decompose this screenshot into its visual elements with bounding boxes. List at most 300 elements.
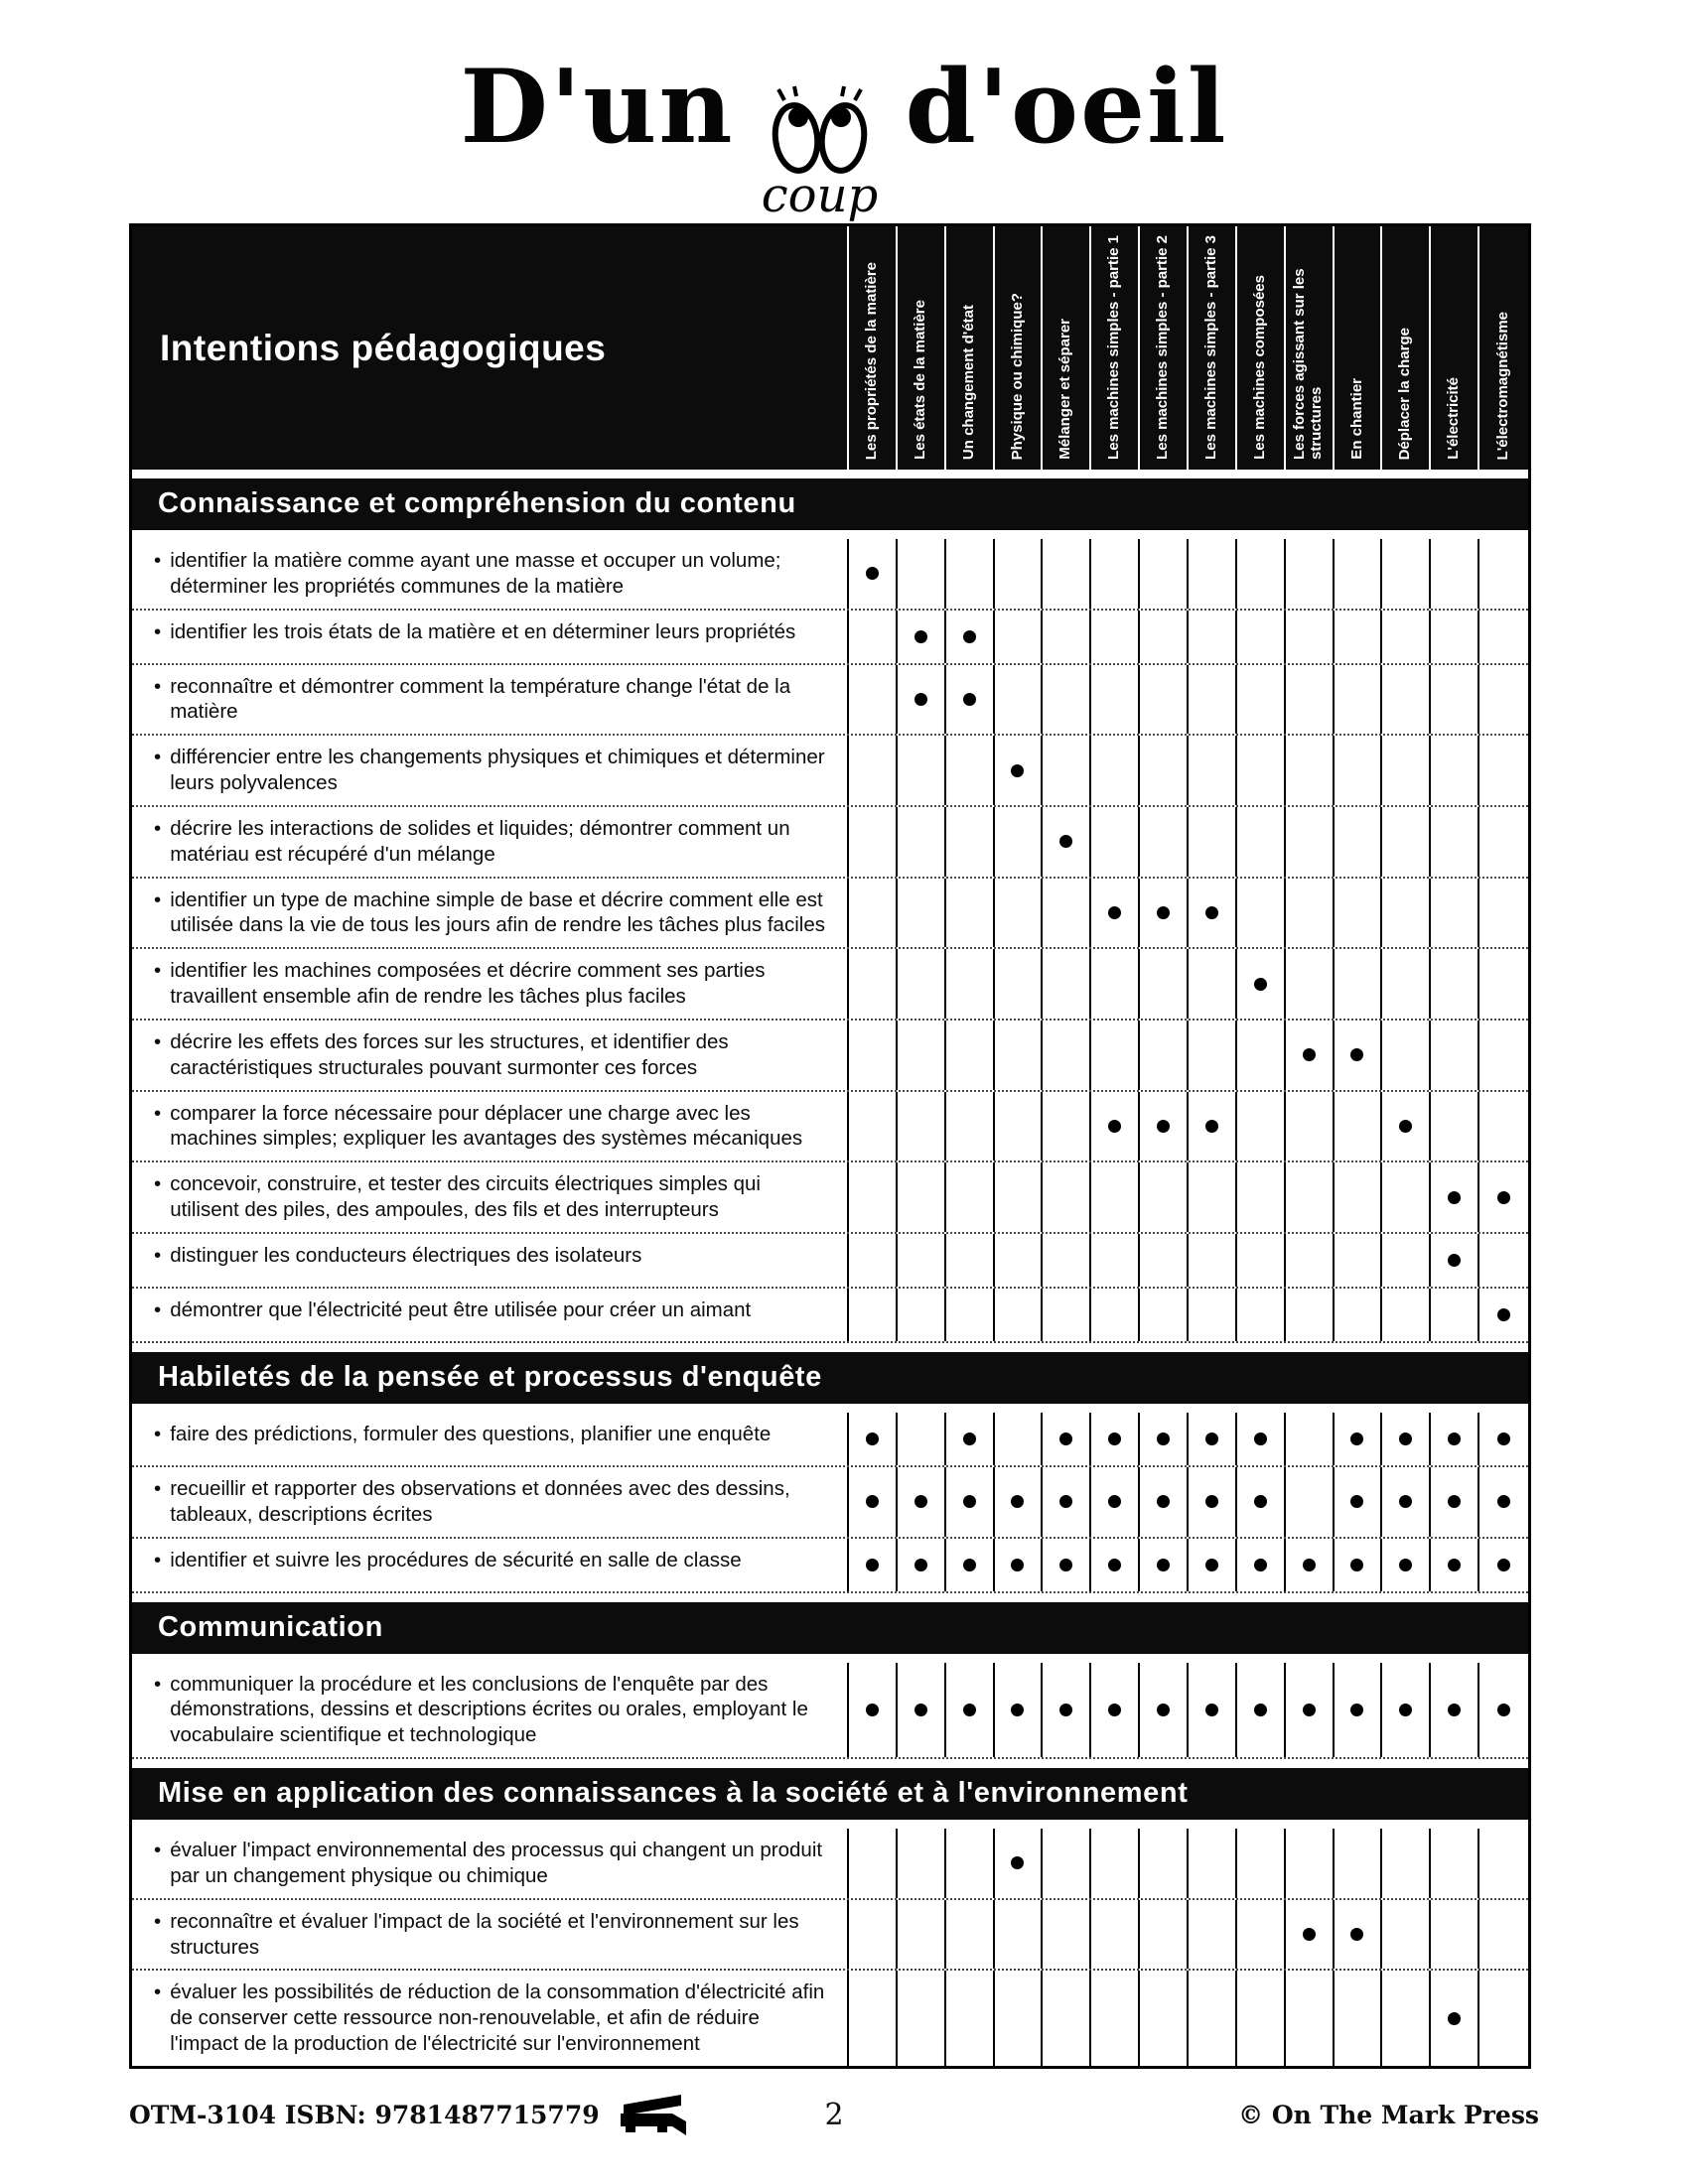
matrix-cell xyxy=(995,807,1044,877)
matrix-cell xyxy=(1286,736,1335,805)
table-row xyxy=(132,1413,1528,1467)
row-cells xyxy=(849,879,1528,948)
matrix-cell xyxy=(1382,1900,1431,1970)
dot-marker xyxy=(1205,1120,1218,1133)
matrix-cell xyxy=(946,879,995,948)
matrix-cell xyxy=(1431,1900,1479,1970)
matrix-cell xyxy=(1382,1413,1431,1465)
matrix-cell xyxy=(1335,1539,1383,1591)
matrix-cell xyxy=(1043,1092,1091,1161)
matrix-cell xyxy=(1140,949,1189,1019)
column-header: Mélanger et séparer xyxy=(1043,226,1091,470)
dot-marker xyxy=(1254,978,1267,991)
matrix-cell xyxy=(1237,539,1286,609)
table-row xyxy=(132,1663,1528,1759)
row-label xyxy=(132,1467,849,1537)
matrix-cell xyxy=(1140,1539,1189,1591)
matrix-cell xyxy=(1140,1971,1189,2065)
matrix-cell xyxy=(1043,1289,1091,1341)
matrix-cell xyxy=(1189,1900,1237,1970)
matrix-cell xyxy=(1431,1413,1479,1465)
dot-marker xyxy=(1205,1433,1218,1445)
matrix-cell xyxy=(898,1413,946,1465)
matrix-cell xyxy=(1431,1663,1479,1757)
bullet-marker: • xyxy=(154,1980,162,2004)
matrix-cell xyxy=(1335,1162,1383,1232)
matrix-cell xyxy=(1335,1900,1383,1970)
matrix-cell xyxy=(1140,539,1189,609)
matrix-cell xyxy=(1237,1829,1286,1898)
matrix-cell xyxy=(946,1234,995,1287)
matrix-cell xyxy=(1382,665,1431,735)
bullet-marker: • xyxy=(154,1476,162,1500)
dot-marker xyxy=(1205,1495,1218,1508)
matrix-cell xyxy=(995,1234,1044,1287)
matrix-cell xyxy=(1091,1413,1140,1465)
matrix-cell xyxy=(995,1162,1044,1232)
bullet-marker: • xyxy=(154,1909,162,1933)
matrix-cell xyxy=(1043,665,1091,735)
dot-marker xyxy=(1350,1928,1363,1941)
column-header: Les machines simples - partie 3 xyxy=(1189,226,1237,470)
dot-marker xyxy=(1059,1433,1072,1445)
matrix-cell xyxy=(1140,736,1189,805)
column-header: Physique ou chimique? xyxy=(995,226,1044,470)
table-row xyxy=(132,1162,1528,1234)
table-row xyxy=(132,949,1528,1021)
dot-marker xyxy=(914,693,927,706)
eyes-icon xyxy=(757,84,884,176)
matrix-cell xyxy=(1382,1162,1431,1232)
matrix-cell xyxy=(1431,1021,1479,1090)
dot-marker xyxy=(1497,1495,1510,1508)
row-label xyxy=(132,1234,849,1287)
dot-marker xyxy=(1011,1704,1024,1716)
bullet-marker: • xyxy=(154,887,162,911)
matrix-cell xyxy=(995,736,1044,805)
dot-marker xyxy=(1303,1704,1316,1716)
dot-marker xyxy=(1157,906,1170,919)
matrix-cell xyxy=(898,879,946,948)
matrix-cell xyxy=(1431,736,1479,805)
matrix-cell xyxy=(1286,879,1335,948)
matrix-cell xyxy=(1335,807,1383,877)
matrix-cell xyxy=(946,1539,995,1591)
matrix-cell xyxy=(1286,1467,1335,1537)
matrix-cell xyxy=(849,1092,898,1161)
matrix-cell xyxy=(849,1467,898,1537)
matrix-cell xyxy=(1043,1900,1091,1970)
table-row xyxy=(132,736,1528,807)
matrix-cell xyxy=(1189,807,1237,877)
row-label xyxy=(132,611,849,663)
row-label-text: reconnaître et évaluer l'impact de la société et l'environnement sur les structures xyxy=(170,1909,799,1959)
column-header: Les états de la matière xyxy=(898,226,946,470)
matrix-cell xyxy=(995,1900,1044,1970)
matrix-cell xyxy=(995,611,1044,663)
row-label-text: comparer la force nécessaire pour déplacer une charge avec les machines simples; expliquer les avantages des systèmes mécaniques xyxy=(170,1101,803,1151)
matrix-cell xyxy=(898,1971,946,2065)
matrix-cell xyxy=(1479,949,1528,1019)
dot-marker xyxy=(1303,1559,1316,1571)
matrix-cell xyxy=(1479,1971,1528,2065)
matrix-cell xyxy=(898,1467,946,1537)
row-cells xyxy=(849,665,1528,735)
matrix-cell xyxy=(849,1663,898,1757)
dot-marker xyxy=(963,1704,976,1716)
row-cells xyxy=(849,611,1528,663)
row-label xyxy=(132,1413,849,1465)
isbn-text: OTM-3104 ISBN: 9781487715779 xyxy=(129,2100,600,2129)
matrix-cell xyxy=(1189,736,1237,805)
matrix-cell xyxy=(1189,1092,1237,1161)
corner-label: Intentions pédagogiques xyxy=(160,327,607,368)
row-label-text: recueillir et rapporter des observations et données avec des dessins, tableaux, descriptions écrites xyxy=(170,1476,790,1526)
dot-marker xyxy=(1254,1495,1267,1508)
matrix-cell xyxy=(1140,1162,1189,1232)
matrix-cell xyxy=(1335,665,1383,735)
bullet-marker: • xyxy=(154,1422,162,1445)
matrix-cell xyxy=(1140,1289,1189,1341)
matrix-cell xyxy=(1043,611,1091,663)
bullet-marker: • xyxy=(154,674,162,698)
row-label-text: évaluer les possibilités de réduction de la consommation d'électricité afin de conserver cette ressource non-renouvelable, et afin de réduire l'impact de la production de l'électricité sur l'environnement xyxy=(170,1980,825,2056)
dot-marker xyxy=(1205,906,1218,919)
row-label xyxy=(132,1900,849,1970)
dot-marker xyxy=(1448,1704,1461,1716)
matrix-cell xyxy=(1091,1234,1140,1287)
matrix-cell xyxy=(1431,1162,1479,1232)
matrix-cell xyxy=(995,1413,1044,1465)
dot-marker xyxy=(1254,1433,1267,1445)
matrix-cell xyxy=(849,1539,898,1591)
matrix-cell xyxy=(1479,1413,1528,1465)
title-script-word: coup xyxy=(761,168,879,223)
bullet-marker: • xyxy=(154,746,162,769)
row-cells xyxy=(849,807,1528,877)
row-cells xyxy=(849,1092,1528,1161)
matrix-cell xyxy=(898,807,946,877)
matrix-cell xyxy=(1286,1829,1335,1898)
matrix-cell xyxy=(1237,1092,1286,1161)
matrix-cell xyxy=(1335,1829,1383,1898)
matrix-cell xyxy=(1286,1900,1335,1970)
dot-marker xyxy=(914,1704,927,1716)
dot-marker xyxy=(1108,906,1121,919)
row-label xyxy=(132,1971,849,2065)
matrix-cell xyxy=(1479,1092,1528,1161)
dot-marker xyxy=(914,630,927,643)
matrix-cell xyxy=(1091,1539,1140,1591)
matrix-cell xyxy=(1237,1021,1286,1090)
matrix-cell xyxy=(1043,539,1091,609)
matrix-cell xyxy=(849,949,898,1019)
dot-marker xyxy=(1448,1433,1461,1445)
bullet-marker: • xyxy=(154,1548,162,1571)
row-label xyxy=(132,1289,849,1341)
dot-marker xyxy=(1350,1433,1363,1445)
matrix-cell xyxy=(995,1092,1044,1161)
dot-marker xyxy=(1448,1254,1461,1267)
matrix-cell xyxy=(1335,1413,1383,1465)
column-headers xyxy=(849,226,1528,470)
matrix-cell xyxy=(849,736,898,805)
row-cells xyxy=(849,539,1528,609)
matrix-cell xyxy=(1431,1289,1479,1341)
matrix-cell xyxy=(1431,1092,1479,1161)
row-label-text: décrire les effets des forces sur les structures, et identifier des caractéristiques structurales pouvant surmonter ces forces xyxy=(170,1029,729,1079)
matrix-cell xyxy=(1431,1234,1479,1287)
matrix-cell xyxy=(1043,1663,1091,1757)
matrix-cell xyxy=(1335,539,1383,609)
matrix-cell xyxy=(898,1289,946,1341)
matrix-cell xyxy=(1237,1413,1286,1465)
matrix-cell xyxy=(1091,1162,1140,1232)
column-header: Les machines composées xyxy=(1237,226,1286,470)
dot-marker xyxy=(1108,1559,1121,1571)
matrix-cell xyxy=(946,665,995,735)
matrix-cell xyxy=(1479,539,1528,609)
page-number: 2 xyxy=(824,2097,844,2132)
row-label-text: décrire les interactions de solides et liquides; démontrer comment un matériau est récupéré d'un mélange xyxy=(170,816,790,866)
row-label xyxy=(132,1663,849,1757)
matrix-cell xyxy=(1043,1467,1091,1537)
matrix-cell xyxy=(849,1900,898,1970)
matrix-cell xyxy=(946,1021,995,1090)
dot-marker xyxy=(866,1433,879,1445)
dot-marker xyxy=(1497,1433,1510,1445)
row-label xyxy=(132,1021,849,1090)
column-header: Les machines simples - partie 2 xyxy=(1140,226,1189,470)
matrix-cell xyxy=(849,1162,898,1232)
matrix-cell xyxy=(898,1234,946,1287)
page-footer xyxy=(129,2093,1539,2136)
matrix-cell xyxy=(1237,1663,1286,1757)
matrix-cell xyxy=(849,1234,898,1287)
section-header: Habiletés de la pensée et processus d'enquête xyxy=(132,1352,1528,1404)
matrix-cell xyxy=(1382,736,1431,805)
dot-marker xyxy=(1205,1559,1218,1571)
matrix-cell xyxy=(1286,665,1335,735)
matrix-cell xyxy=(995,1663,1044,1757)
matrix-cell xyxy=(1382,1663,1431,1757)
matrix-cell xyxy=(1091,879,1140,948)
row-label xyxy=(132,665,849,735)
matrix-cell xyxy=(1335,949,1383,1019)
row-cells xyxy=(849,1021,1528,1090)
row-cells xyxy=(849,949,1528,1019)
matrix-cell xyxy=(1091,1289,1140,1341)
row-cells xyxy=(849,1663,1528,1757)
matrix-cell xyxy=(1140,1829,1189,1898)
matrix-cell xyxy=(1091,1829,1140,1898)
table-row xyxy=(132,1971,1528,2065)
matrix-cell xyxy=(1189,1234,1237,1287)
matrix-cell xyxy=(1431,879,1479,948)
dot-marker xyxy=(1011,1856,1024,1869)
matrix-cell xyxy=(1286,1289,1335,1341)
table-row xyxy=(132,1092,1528,1163)
matrix-cell xyxy=(1237,1971,1286,2065)
matrix-cell xyxy=(1286,1971,1335,2065)
matrix-cell xyxy=(1043,736,1091,805)
row-label-text: démontrer que l'électricité peut être utilisée pour créer un aimant xyxy=(170,1297,752,1321)
matrix-cell xyxy=(1479,1234,1528,1287)
matrix-cell xyxy=(1237,1900,1286,1970)
dot-marker xyxy=(1108,1704,1121,1716)
matrix-cell xyxy=(1286,611,1335,663)
matrix-cell xyxy=(1382,1467,1431,1537)
row-label-text: différencier entre les changements physiques et chimiques et déterminer leurs polyvalences xyxy=(170,746,825,795)
row-label-text: identifier les machines composées et décrire comment ses parties travaillent ensemble afin de rendre les tâches plus faciles xyxy=(170,959,766,1009)
matrix-cell xyxy=(1335,1092,1383,1161)
matrix-cell xyxy=(1189,1539,1237,1591)
dot-marker xyxy=(1205,1704,1218,1716)
table-row xyxy=(132,1829,1528,1900)
matrix-cell xyxy=(1431,1971,1479,2065)
matrix-cell xyxy=(1091,611,1140,663)
row-cells xyxy=(849,1829,1528,1898)
matrix-cell xyxy=(849,1829,898,1898)
press-logo-icon xyxy=(618,2093,689,2136)
copyright-text: © On The Mark Press xyxy=(1238,2100,1539,2129)
matrix-cell xyxy=(1286,1092,1335,1161)
matrix-cell xyxy=(1189,1021,1237,1090)
dot-marker xyxy=(1497,1308,1510,1321)
dot-marker xyxy=(1254,1704,1267,1716)
column-header: En chantier xyxy=(1335,226,1383,470)
matrix-cell xyxy=(1140,1234,1189,1287)
matrix-cell xyxy=(1237,1289,1286,1341)
column-header: L'électricité xyxy=(1431,226,1479,470)
matrix-cell xyxy=(1335,611,1383,663)
column-header: Les propriétés de la matière xyxy=(849,226,898,470)
row-label-text: distinguer les conducteurs électriques des isolateurs xyxy=(170,1243,642,1267)
matrix-cell xyxy=(1382,949,1431,1019)
section-header: Connaissance et compréhension du contenu xyxy=(132,478,1528,530)
matrix-cell xyxy=(1043,949,1091,1019)
column-header: Déplacer la charge xyxy=(1382,226,1431,470)
row-label-text: concevoir, construire, et tester des circuits électriques simples qui utilisent des piles, des ampoules, des fils et des interrupteurs xyxy=(170,1172,761,1222)
matrix-cell xyxy=(1043,879,1091,948)
matrix-cell xyxy=(898,1663,946,1757)
dot-marker xyxy=(963,1433,976,1445)
matrix-cell xyxy=(946,1162,995,1232)
column-header: Un changement d'état xyxy=(946,226,995,470)
bullet-marker: • xyxy=(154,1172,162,1196)
bullet-marker: • xyxy=(154,1297,162,1321)
matrix-cell xyxy=(1237,1539,1286,1591)
matrix-cell xyxy=(1091,807,1140,877)
bullet-marker: • xyxy=(154,1672,162,1696)
row-cells xyxy=(849,1467,1528,1537)
matrix-cell xyxy=(1286,1539,1335,1591)
matrix-cell xyxy=(995,1021,1044,1090)
matrix-cell xyxy=(1382,1289,1431,1341)
matrix-cell xyxy=(1382,539,1431,609)
dot-marker xyxy=(1448,2012,1461,2025)
matrix-cell xyxy=(1479,1162,1528,1232)
matrix-cell xyxy=(946,1092,995,1161)
matrix-cell xyxy=(1382,1234,1431,1287)
table-row xyxy=(132,665,1528,737)
bullet-marker: • xyxy=(154,816,162,840)
row-label-text: identifier un type de machine simple de base et décrire comment elle est utilisée dans la vie de tous les jours afin de rendre les tâches plus faciles xyxy=(170,887,825,937)
matrix-cell xyxy=(1140,879,1189,948)
matrix-cell xyxy=(1043,807,1091,877)
matrix-cell xyxy=(1286,1162,1335,1232)
matrix-cell xyxy=(1189,1663,1237,1757)
matrix-cell xyxy=(1479,807,1528,877)
column-header: L'électromagnétisme xyxy=(1494,311,1512,460)
dot-marker xyxy=(1497,1559,1510,1571)
dot-marker xyxy=(1011,1495,1024,1508)
matrix-cell xyxy=(946,1900,995,1970)
dot-marker xyxy=(866,1495,879,1508)
matrix-cell xyxy=(1091,665,1140,735)
matrix-cell xyxy=(1335,1021,1383,1090)
bullet-marker: • xyxy=(154,1101,162,1125)
matrix-cell xyxy=(1091,1467,1140,1537)
dot-marker xyxy=(1011,1559,1024,1571)
table-row xyxy=(132,1539,1528,1593)
matrix-cell xyxy=(995,949,1044,1019)
dot-marker xyxy=(866,1704,879,1716)
matrix-cell xyxy=(1043,1413,1091,1465)
dot-marker xyxy=(1059,1559,1072,1571)
matrix-cell xyxy=(1043,1971,1091,2065)
matrix-cell xyxy=(1431,1539,1479,1591)
matrix-cell xyxy=(898,949,946,1019)
matrix-cell xyxy=(1479,1663,1528,1757)
matrix-cell xyxy=(946,539,995,609)
matrix-cell xyxy=(1043,1234,1091,1287)
matrix-cell xyxy=(1140,1663,1189,1757)
matrix-cell xyxy=(995,1539,1044,1591)
matrix-cell xyxy=(1189,539,1237,609)
matrix-cell xyxy=(1237,1162,1286,1232)
dot-marker xyxy=(1157,1559,1170,1571)
row-cells xyxy=(849,1900,1528,1970)
matrix-cell xyxy=(1043,1021,1091,1090)
matrix-cell xyxy=(1382,807,1431,877)
dot-marker xyxy=(1350,1559,1363,1571)
corner-cell xyxy=(132,226,849,470)
matrix-cell xyxy=(946,807,995,877)
matrix-cell xyxy=(898,665,946,735)
matrix-cell xyxy=(1091,1663,1140,1757)
matrix-cell xyxy=(849,665,898,735)
matrix-cell xyxy=(995,1467,1044,1537)
matrix-cell xyxy=(849,1413,898,1465)
dot-marker xyxy=(1350,1495,1363,1508)
dot-marker xyxy=(963,693,976,706)
matrix-cell xyxy=(1140,1413,1189,1465)
matrix-cell xyxy=(1286,949,1335,1019)
matrix-cell xyxy=(1479,1900,1528,1970)
matrix-cell xyxy=(1431,1829,1479,1898)
bullet-marker: • xyxy=(154,549,162,572)
matrix-cell xyxy=(1189,611,1237,663)
matrix-cell xyxy=(1382,1829,1431,1898)
dot-marker xyxy=(1399,1433,1412,1445)
matrix-cell xyxy=(1382,1092,1431,1161)
matrix-cell xyxy=(1382,611,1431,663)
table-row xyxy=(132,1021,1528,1092)
matrix-cell xyxy=(1189,879,1237,948)
matrix-cell xyxy=(1189,1467,1237,1537)
matrix-cell xyxy=(1382,1971,1431,2065)
